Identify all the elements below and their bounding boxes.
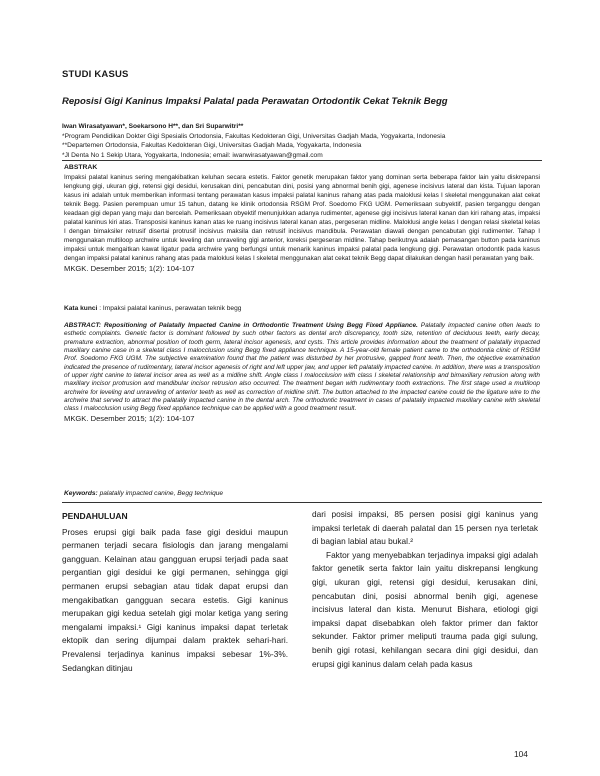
left-paragraph: Proses erupsi gigi baik pada fase gigi desidui maupun permanen terjadi secara fisiologis dan jarang mengalami gangguan. Kelainan atau gangguan erupsi terjadi pada saat pergantian gigi desidui ke gigi permanen, sehingga gigi permanen erupsi sebagian atau tidak dapat erupsi dan mengakibatkan gangguan secara estetis. Gigi kaninus merupakan gigi kedua setelah gigi molar ketiga yang sering mengalami impaksi.¹ Gigi kaninus impaksi dapat terletak ektopik dan sering dijumpai dalam praktek sehari-hari. Prevalensi terjadinya kaninus impaksi sebesar 1%-3%. Sedangkan ditinjau xyxy=(62,526,288,673)
english-abstract-heading: ABSTRACT: Repositioning of Palatally Impacted Canine in Orthodontic Treatment Using Begg Fixed Appliance. xyxy=(64,322,418,329)
right-paragraph-1: dari posisi impaksi, 85 persen posisi gigi kaninus yang impaksi terletak di daerah palatal dan 15 persen nya terletak di bagian labial atau bukal.² xyxy=(312,509,538,547)
author-block xyxy=(62,122,542,160)
section-heading-pendahuluan: PENDAHULUAN xyxy=(62,511,128,521)
english-abstract-citation: MKGK. Desember 2015; 1(2): 104-107 xyxy=(64,413,195,423)
keywords-en-text: palatally impacted canine, Begg technique xyxy=(99,490,224,497)
affiliation-2: **Departemen Ortodonsia, Fakultas Kedokteran Gigi, Universitas Gadjah Mada, Yogyakarta, Indonesia xyxy=(62,142,362,150)
article-title: Reposisi Gigi Kaninus Impaksi Palatal pada Perawatan Ortodontik Cekat Teknik Begg xyxy=(62,96,448,107)
keywords-id xyxy=(64,305,540,312)
correspondence-address: *Jl Denta No 1 Sekip Utara, Yogyakarta, Indonesia; email: iwanwirasatyawan@gmail.com xyxy=(62,151,323,159)
abstract-body xyxy=(64,173,540,274)
abstract-citation: MKGK. Desember 2015; 1(2): 104-107 xyxy=(64,264,195,274)
abstract-text: Impaksi palatal kaninus sering mengakibatkan keluhan secara estetis. Faktor genetik merupakan faktor yang dominan serta beberapa faktor lain yaitu diskrepansi lengkung gigi, ukuran gigi, retensi gigi desidui, kerusakan dini, pencabutan dini, posisi yang abnormal benih gigi, agenese incisivus lateral dan kista. Tujuan laporan kasus ini adalah untuk memberikan informasi tentang perawatan kasus impaksi palatal kaninus rahang atas pada maloklusi kelas I skeletal menggunakan alat cekat teknik Begg. Pasien perempuan umur 15 tahun, datang ke klinik ortodonsia RSGM Prof. Soedomo FKG UGM. Pemeriksaan subyektif, pasien terganggu dengan keadaan gigi depan yang maju dan bercelah. Pemeriksaan obyektif menunjukkan adanya rudimenter, agenese gigi incisivus lateral kanan dan kiri rahang atas, impaksi palatal kaninus kiri atas. Transposisi kaninus kanan atas ke ruang incisivus lateral kanan atas, pergeseran midline. Maloklusi angle kelas I dengan relasi skeletal kelas I dengan bimaksiler retrusif disertai protrusif incisivus maksila dan retrusif incisivus mandibula. Perawatan diawali dengan pencabutan gigi rudimenter. Tahap I menggunakan multiloop archwire untuk leveling dan unraveling gigi anterior, koreksi pergeseran midline. Tahap berikutnya adalah pemasangan button pada kaninus impaksi untuk mengaitkan kawat ligatur pada archwire yang berfungsi untuk menarik kaninus impaksi palatal pada lengkung gigi. Perawatan ortodontik pada kasus dengan impaksi palatal kaninus rahang atas pada maloklusi kelas I skeletal menggunakan alat cekat teknik Begg dapat dilakukan dengan hasil perawatan yang baik. xyxy=(64,174,540,263)
abstract-heading: ABSTRAK xyxy=(64,164,98,171)
keywords-id-text: : Impaksi palatal kaninus, perawatan teknik begg xyxy=(99,305,242,312)
body-right-column xyxy=(312,508,538,671)
top-divider xyxy=(62,160,542,161)
page-number: 104 xyxy=(514,749,528,759)
keywords-id-label: Kata kunci xyxy=(64,305,98,312)
bottom-divider xyxy=(62,502,542,503)
affiliation-1: *Program Pendidikan Dokter Gigi Spesialis Ortodonsia, Fakultas Kedokteran Gigi, Universitas Gadjah Mada, Yogyakarta, Indonesia xyxy=(62,132,446,140)
keywords-en xyxy=(64,490,540,497)
english-abstract-text: Palatally impacted canine often leads to esthetic complaints. Genetic factor is dominant followed by such other factors as dental arch discrepancy, tooth size, retention of deciduous teeth, early decay, premature extraction, abnormal position of tooth germ, lateral incisor agenesis, and cysts. This article provides information about the treatment of palatally impacted maxillary canine case in a skeletal class I malocclusion using Begg fixed appliance technique. A 15-year-old female patient came to the orthodontia clinic of RSGM Prof. Soedomo FKG UGM. The subjective examination found that the patient was disturbed by her protrusive, gapped front teeth. Then, the objective examination indicated the presence of rudimentary, lateral incisor agenesis of right and left upper jaw, and upper left palatally impacted canine. In addition, there was a transposition of upper right canine to lateral incisor area as well as a midline shift. Angle class I malocclusion with class I skeletal relationship and bimaxillary retrusion along with maxillary incisor protrusion and mandibular incisor retrusion also occurred. The treatment began with rudimentary tooth extractions. The first stage used a multiloop archwire for leveling and unraveling of anterior teeth as well as correction of midline shift. The button attached to the impacted canine could tie the ligature wire to the archwire that served to attract the palatally impacted canine in the dental arch. The orthodontic treatment in cases of palatally impacted maxillary canine with skeletal class I malocclusion using Begg fixed appliance technique can be applied with a good treatment result. xyxy=(64,322,540,413)
keywords-en-label: Keywords: xyxy=(64,490,98,497)
body-left-column xyxy=(62,510,288,675)
section-label: STUDI KASUS xyxy=(62,69,129,80)
english-abstract xyxy=(64,322,540,423)
author-names: Iwan Wirasatyawan*, Soekarsono H**, dan Sri Suparwitri** xyxy=(62,123,244,130)
right-paragraph-2: Faktor yang menyebabkan terjadinya impaksi gigi adalah faktor genetik serta faktor lain yaitu diskrepansi lengkung gigi, ukuran gigi, retensi gigi desidui, kerusakan dini, pencabutan dini, posisi abnormal benih gigi, agenese incisivus lateral dan kista. Menurut Bishara, etiologi gigi impaksi dapat disebabkan oleh faktor primer dan faktor sekunder. Faktor primer meliputi trauma pada gigi sulung, benih gigi rotasi, kehilangan secara dini gigi desidui, dan erupsi gigi kaninus dalam celah pada kasus xyxy=(312,549,538,669)
